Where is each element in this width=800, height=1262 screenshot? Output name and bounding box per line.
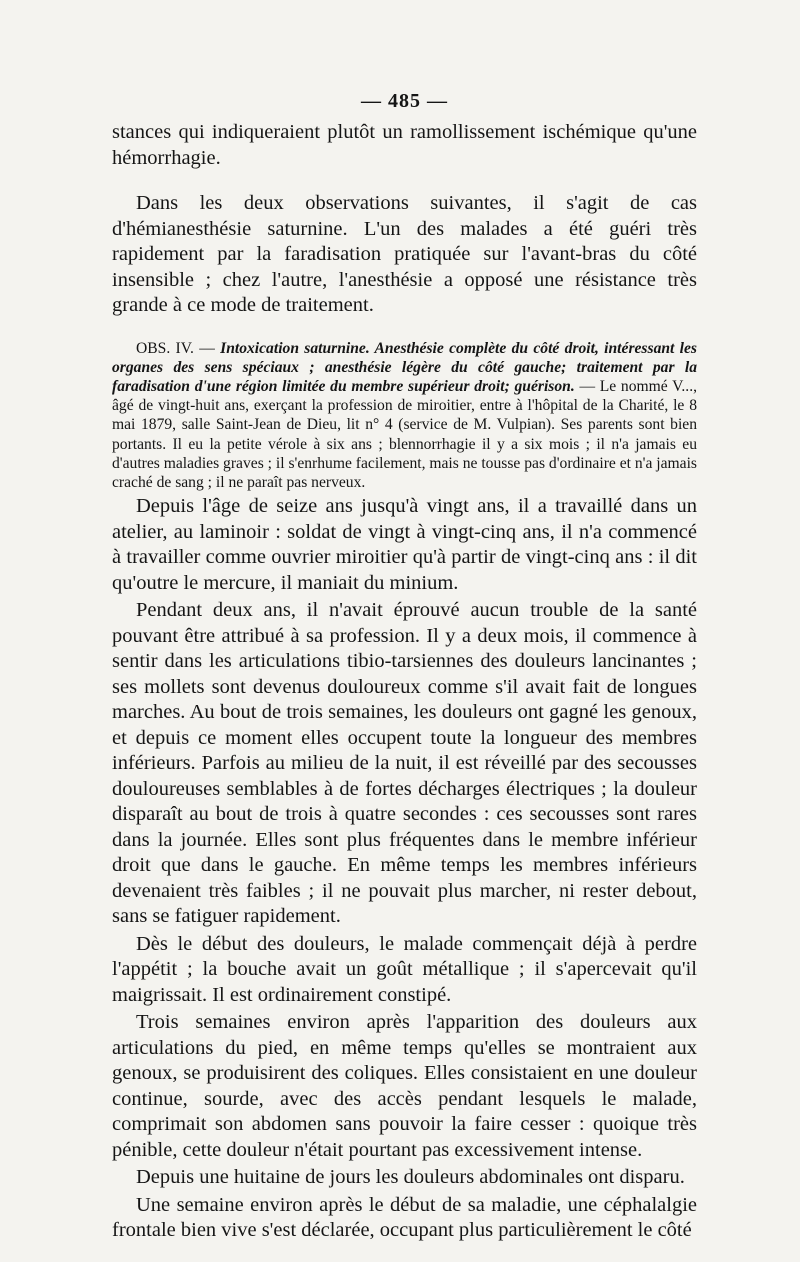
observation-iv	[112, 339, 697, 493]
paragraph-saturnine-hemianesthesia-intro: Dans les deux observations suivantes, il s'agit de cas d'hémianesthésie saturnine. L'un des malades a été guéri très rapidement par la faradisation pratiquée sur l'avant-bras du côté insensible ; chez l'autre, l'anesthésie a opposé une résistance très grande à ce mode de traitement.	[112, 192, 697, 316]
page-number: — 485 —	[361, 90, 448, 112]
paragraph-appetite: Dès le début des douleurs, le malade commençait déjà à perdre l'appétit ; la bouche avait un goût métallique ; il s'apercevait qu'il maigrissait. Il est ordinairement constipé.	[112, 932, 697, 1006]
observation-text: — Le nommé V..., âgé de vingt-huit ans, exerçant la profession de miroitier, entre à l'hôpital de la Charité, le 8 mai 1879, salle Saint-Jean de Dieu, lit n° 4 (service de M. Vulpian). Ses parents sont bien portants. Il eu la petite vérole à six ans ; blennorrhagie il y a six mois ; il n'a jamais eu d'autres maladies graves ; il s'enrhume facilement, mais ne tousse pas d'ordinaire et n'a jamais craché de sang ; il ne paraît pas nerveux.	[112, 377, 697, 491]
paragraph-ischemic-continuation: stances qui indiqueraient plutôt un ramollissement ischémique qu'une hémorrhagie.	[112, 121, 697, 169]
paragraph-work-history: Depuis l'âge de seize ans jusqu'à vingt ans, il a travaillé dans un atelier, au laminoir : soldat de vingt à vingt-cinq ans, il n'a commencé à travailler comme ouvrier miroitier qu'à partir de vingt-cinq ans : il dit qu'outre le mercure, il maniait du minium.	[112, 495, 697, 594]
observation-label: OBS. IV. —	[136, 339, 215, 357]
paragraph-headache: Une semaine environ après le début de sa maladie, une céphalalgie frontale bien vive s'est déclarée, occupant plus particulièrement le côté	[112, 1193, 697, 1242]
paragraph-pain-onset: Pendant deux ans, il n'avait éprouvé aucun trouble de la santé pouvant être attribué à sa profession. Il y a deux mois, il commence à sentir dans les articulations tibio-tarsiennes des douleurs lancinantes ; ses mollets sont devenus douloureux comme s'il avait fait de longues marches. Au bout de trois semaines, les douleurs ont gagné les genoux, et depuis ce moment elles occupent toute la longueur des membres inférieurs. Parfois au milieu de la nuit, il est réveillé par des secousses douloureuses semblables à de fortes décharges électriques ; la douleur disparaît au bout de trois à quatre secondes : ces secousses sont rares dans la journée. Elles sont plus fréquentes dans le membre inférieur droit que dans le gauche. En même temps les membres inférieurs devenaient très faibles ; il ne pouvait plus marcher, ni rester debout, sans se fatiguer rapidement.	[112, 599, 697, 928]
paragraph-abdominal-pain-gone: Depuis une huitaine de jours les douleurs abdominales ont disparu.	[136, 1166, 685, 1189]
observation-title: Intoxication saturnine. Anesthésie complète du côté droit, intéressant les organes des sens spéciaux ; anesthésie légère du côté gauche; traitement par la faradisation d'une région limitée du membre supérieur droit; guérison.	[112, 339, 698, 395]
document-page	[112, 88, 697, 1244]
paragraph-colics: Trois semaines environ après l'apparition des douleurs aux articulations du pied, en même temps qu'elles se montraient aux genoux, se produisirent des coliques. Elles consistaient en une douleur continue, sourde, avec des accès pendant lesquels le malade, comprimait son abdomen sans pouvoir la faire cesser : quoique très pénible, cette douleur n'était pourtant pas excessivement intense.	[112, 1011, 697, 1161]
